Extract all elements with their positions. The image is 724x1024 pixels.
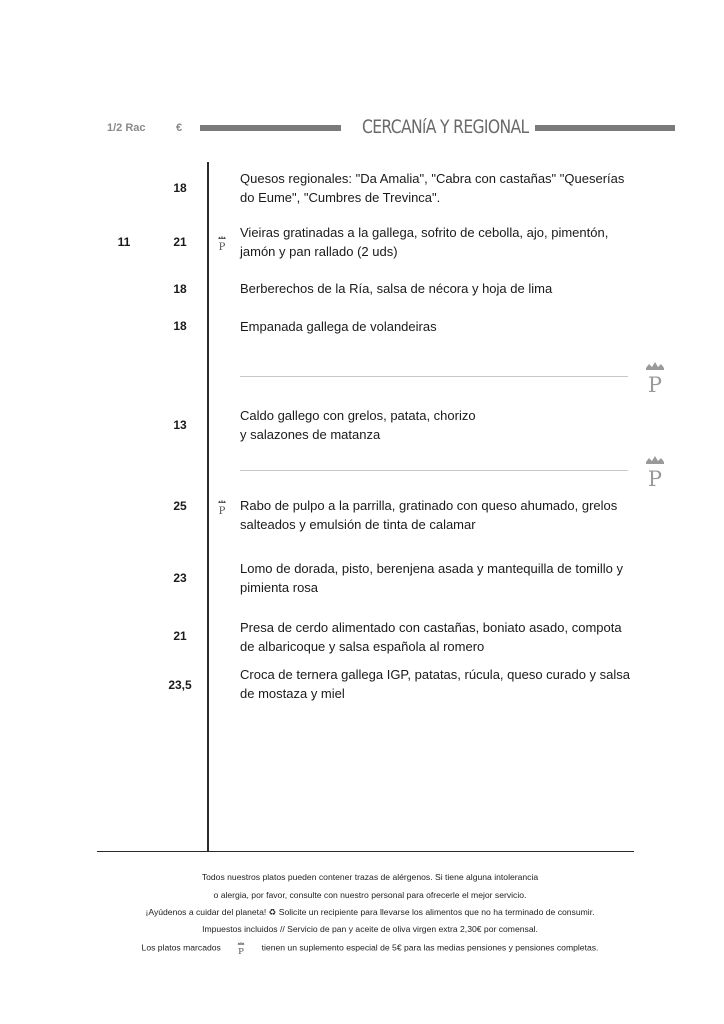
taxes-bread-notice: Impuestos incluidos // Servicio de pan y aceite de oliva virgen extra 2,30€ por comensal. [202, 924, 538, 934]
crowned-p-icon [235, 941, 247, 955]
item-description: Rabo de pulpo a la parrilla, gratinado con queso ahumado, grelos salteados y emulsión de tinta de calamar [240, 498, 618, 532]
supplement-notice-pre: Los platos marcados [141, 942, 221, 953]
item-price: 18 [173, 319, 187, 333]
crowned-p-logo-icon [641, 361, 669, 395]
item-description: Lomo de dorada, pisto, berenjena asada y mantequilla de tomillo y pimienta rosa [240, 561, 624, 595]
section-separator [240, 376, 628, 377]
svg-text:P: P [647, 467, 663, 489]
item-description: Croca de ternera gallega IGP, patatas, rúcula, queso curado y salsa de mostaza y miel [240, 667, 630, 701]
footer-rule [97, 851, 634, 852]
column-divider [207, 162, 209, 852]
item-description: Presa de cerdo alimentado con castañas, boniato asado, compota de albaricoque y salsa española al romero [240, 620, 622, 654]
item-price: 18 [173, 181, 187, 195]
price-column-label: € [176, 122, 183, 134]
section-title: CERCANíA Y REGIONAL [362, 116, 529, 138]
allergen-notice-line2: o alergia, por favor, consulte con nuestro personal para ofrecerle el mejor servicio. [213, 890, 527, 900]
svg-text:P: P [218, 506, 226, 515]
item-price: 21 [173, 629, 187, 643]
svg-text:P: P [238, 947, 245, 955]
planet-notice: ¡Ayúdenos a cuidar del planeta! ♻ Solicite un recipiente para llevarse los alimentos que no ha terminado de consumir. [145, 907, 595, 917]
section-separator [240, 470, 628, 471]
item-price: 13 [173, 418, 187, 432]
crowned-p-icon [215, 235, 229, 251]
item-description: Quesos regionales: "Da Amalia", "Cabra con castañas" "Queserías do Eume", "Cumbres de Trevinca". [240, 171, 625, 205]
item-description: Vieiras gratinadas a la gallega, sofrito de cebolla, ajo, pimentón, jamón y pan rallado (2 uds) [240, 225, 609, 259]
item-price: 23 [173, 571, 187, 585]
crowned-p-logo-icon [641, 455, 669, 489]
item-description: Caldo gallego con grelos, patata, chorizo y salazones de matanza [240, 408, 476, 442]
item-price: 18 [173, 282, 187, 296]
item-price: 21 [173, 235, 187, 249]
crowned-p-icon [215, 499, 229, 515]
half-portion-column-label: 1/2 Rac [107, 122, 146, 134]
svg-text:P: P [218, 242, 226, 251]
item-price: 23,5 [168, 678, 192, 692]
supplement-notice [90, 941, 650, 955]
header-rule-right [535, 125, 675, 131]
header-rule-left [200, 125, 341, 131]
allergen-notice-line1: Todos nuestros platos pueden contener trazas de alérgenos. Si tiene alguna intolerancia [201, 872, 539, 882]
item-description: Empanada gallega de volandeiras [240, 319, 437, 334]
svg-text:P: P [647, 373, 663, 395]
item-price: 25 [173, 499, 187, 513]
item-description: Berberechos de la Ría, salsa de nécora y hoja de lima [240, 281, 553, 296]
item-half-price: 11 [117, 235, 131, 249]
supplement-notice-post: tienen un suplemento especial de 5€ para las medias pensiones y pensiones completas. [261, 942, 599, 953]
